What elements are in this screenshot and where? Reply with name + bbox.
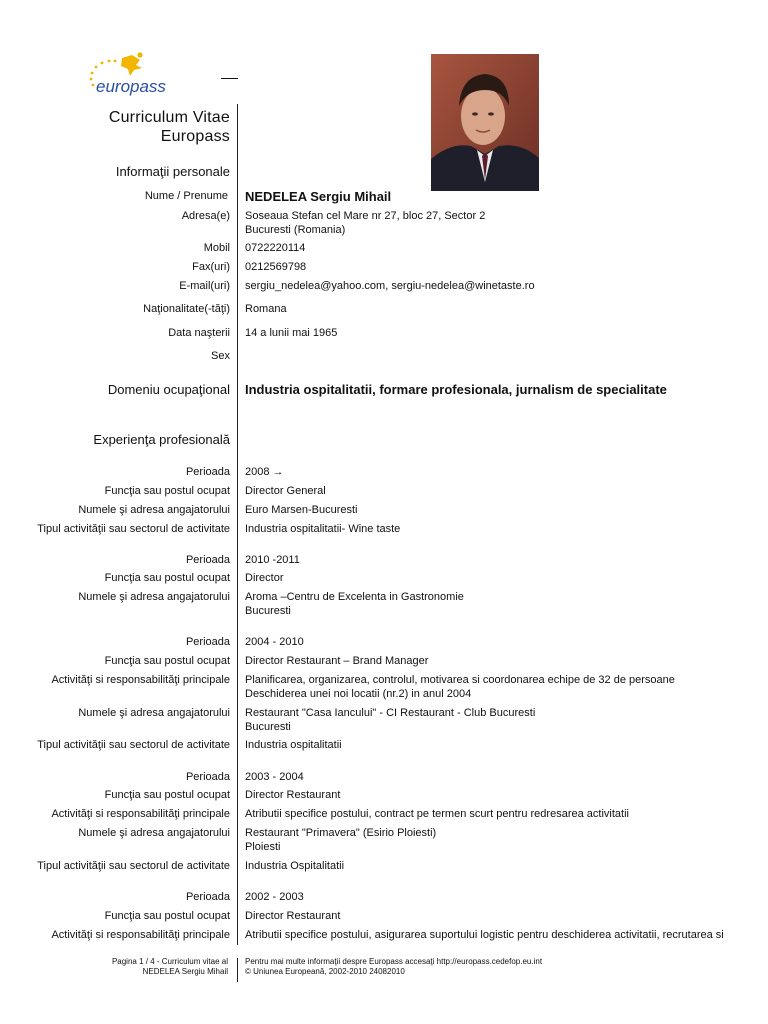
exp-row bbox=[0, 523, 768, 538]
value-position: Director Restaurant bbox=[245, 910, 341, 922]
exp-row bbox=[0, 591, 768, 617]
svg-text:europass: europass bbox=[96, 77, 166, 96]
footer-page-label: Pagina 1 / 4 - Curriculum vitae al bbox=[111, 957, 228, 966]
label-address: Adresa(e) bbox=[181, 210, 230, 222]
exp-row bbox=[0, 910, 768, 925]
label-period: Perioada bbox=[185, 466, 230, 478]
label-period: Perioada bbox=[185, 771, 230, 783]
value-period: 2010 -2011 bbox=[245, 554, 300, 566]
cv-title-line1: Curriculum Vitae bbox=[108, 109, 230, 126]
exp-row bbox=[0, 929, 768, 944]
exp-row bbox=[0, 789, 768, 804]
value-responsibilities: Atributii specifice postului, contract pe termen scurt pentru redresarea activitatii bbox=[245, 808, 629, 820]
europass-logo bbox=[84, 52, 180, 100]
row-mobile bbox=[0, 242, 768, 257]
row-nationality bbox=[0, 303, 768, 318]
exp-row bbox=[0, 707, 768, 733]
portrait-photo bbox=[431, 54, 539, 191]
label-fax: Fax(uri) bbox=[192, 261, 230, 273]
value-responsibilities: Atributii specifice postului, asigurarea suportului logistic pentru deschiderea activitatii, recrutarea si bbox=[245, 929, 724, 941]
section-experience: Experienţa profesională bbox=[93, 432, 230, 447]
value-sector: Industria ospitalitatii- Wine taste bbox=[245, 523, 401, 535]
label-responsibilities: Activităţi si responsabilităţi principale bbox=[51, 929, 230, 941]
exp-row bbox=[0, 485, 768, 500]
footer-left bbox=[112, 957, 228, 977]
row-email bbox=[0, 280, 768, 295]
footer-info: Pentru mai multe informaţii despre Europass accesaţi http://europass.cedefop.eu.int bbox=[245, 957, 543, 966]
value-employer-line2: Ploiesti bbox=[245, 841, 281, 853]
exp-row bbox=[0, 636, 768, 651]
exp-row bbox=[0, 572, 768, 587]
value-sector: Industria ospitalitatii bbox=[245, 739, 342, 751]
label-sector: Tipul activităţii sau sectorul de activitate bbox=[37, 739, 230, 751]
exp-row bbox=[0, 891, 768, 906]
label-employer: Numele şi adresa angajatorului bbox=[78, 591, 230, 603]
value-employer-line1: Aroma –Centru de Excelenta in Gastronomie bbox=[245, 591, 464, 603]
label-employer: Numele şi adresa angajatorului bbox=[78, 504, 230, 516]
label-nationality: Naţionalitate(-tăţi) bbox=[143, 303, 230, 315]
exp-row bbox=[0, 860, 768, 875]
value-employer-line2: Bucuresti bbox=[245, 605, 291, 617]
footer-owner: NEDELEA Sergiu Mihail bbox=[142, 967, 228, 976]
value-position: Director bbox=[245, 572, 284, 584]
value-sector: Industria Ospitalitatii bbox=[245, 860, 345, 872]
value-responsibilities-line1: Planificarea, organizarea, controlul, motivarea si coordonarea echipe de 32 de persoane bbox=[245, 674, 675, 686]
value-position: Director General bbox=[245, 485, 326, 497]
value-position: Director Restaurant bbox=[245, 789, 341, 801]
value-period: 2002 - 2003 bbox=[245, 891, 304, 903]
label-position: Funcţia sau postul ocupat bbox=[104, 485, 230, 497]
cv-title-line2: Europass bbox=[160, 128, 230, 145]
label-birthdate: Data naşterii bbox=[168, 327, 230, 339]
value-address-line1: Soseaua Stefan cel Mare nr 27, bloc 27, Sector 2 bbox=[245, 210, 486, 222]
row-sex bbox=[0, 350, 768, 365]
value-period: 2008 → bbox=[245, 466, 284, 478]
value-employer-line1: Restaurant "Primavera" (Esirio Ploiesti) bbox=[245, 827, 437, 839]
footer-copyright: © Uniunea Europeană, 2002-2010 24082010 bbox=[245, 967, 405, 976]
exp-row bbox=[0, 739, 768, 754]
value-mobile: 0722220114 bbox=[245, 242, 306, 254]
label-period: Perioada bbox=[185, 554, 230, 566]
exp-row bbox=[0, 808, 768, 823]
label-responsibilities: Activităţi si responsabilităţi principale bbox=[51, 674, 230, 686]
value-position: Director Restaurant – Brand Manager bbox=[245, 655, 429, 667]
label-email: E-mail(uri) bbox=[179, 280, 230, 292]
value-occupation: Industria ospitalitatii, formare profesionala, jurnalism de specialitate bbox=[245, 382, 667, 397]
footer-right bbox=[245, 957, 542, 977]
exp-row bbox=[0, 655, 768, 670]
value-period: 2003 - 2004 bbox=[245, 771, 304, 783]
exp-row bbox=[0, 504, 768, 519]
label-responsibilities: Activităţi si responsabilităţi principale bbox=[51, 808, 230, 820]
value-birthdate: 14 a lunii mai 1965 bbox=[245, 327, 338, 339]
label-sector: Tipul activităţii sau sectorul de activitate bbox=[37, 523, 230, 535]
value-employer-line1: Restaurant "Casa Iancului" - CI Restaurant - Club Bucuresti bbox=[245, 707, 536, 719]
label-period: Perioada bbox=[185, 891, 230, 903]
exp-row bbox=[0, 554, 768, 569]
value-employer: Euro Marsen-Bucuresti bbox=[245, 504, 358, 516]
row-name bbox=[0, 189, 768, 204]
label-occupation: Domeniu ocupaţional bbox=[107, 382, 230, 397]
exp-row bbox=[0, 827, 768, 853]
label-position: Funcţia sau postul ocupat bbox=[104, 572, 230, 584]
label-position: Funcţia sau postul ocupat bbox=[104, 655, 230, 667]
label-period: Perioada bbox=[185, 636, 230, 648]
row-birthdate bbox=[0, 327, 768, 342]
value-email: sergiu_nedelea@yahoo.com, sergiu-nedelea@winetaste.ro bbox=[245, 280, 535, 292]
logo-dash bbox=[221, 78, 238, 79]
section-personal-info: Informaţii personale bbox=[115, 164, 230, 179]
row-occupation bbox=[0, 382, 768, 399]
label-mobile: Mobil bbox=[203, 242, 230, 254]
value-address-line2: Bucuresti (Romania) bbox=[245, 224, 346, 236]
row-address bbox=[0, 210, 768, 236]
label-name: Nume / Prenume bbox=[144, 190, 228, 202]
label-sex: Sex bbox=[211, 350, 230, 362]
value-period: 2004 - 2010 bbox=[245, 636, 304, 648]
label-position: Funcţia sau postul ocupat bbox=[104, 910, 230, 922]
value-nationality: Romana bbox=[245, 303, 287, 315]
cv-title bbox=[109, 108, 230, 146]
exp-row bbox=[0, 771, 768, 786]
label-employer: Numele şi adresa angajatorului bbox=[78, 827, 230, 839]
value-responsibilities-line2: Deschiderea unei noi locatii (nr.2) in anul 2004 bbox=[245, 688, 472, 700]
value-fax: 0212569798 bbox=[245, 261, 307, 273]
label-sector: Tipul activităţii sau sectorul de activitate bbox=[37, 860, 230, 872]
label-position: Funcţia sau postul ocupat bbox=[104, 789, 230, 801]
value-name: NEDELEA Sergiu Mihail bbox=[245, 189, 392, 204]
exp-row bbox=[0, 674, 768, 700]
exp-row bbox=[0, 466, 768, 481]
page-footer bbox=[0, 957, 768, 987]
label-employer: Numele şi adresa angajatorului bbox=[78, 707, 230, 719]
row-fax bbox=[0, 261, 768, 276]
value-employer-line2: Bucuresti bbox=[245, 721, 291, 733]
